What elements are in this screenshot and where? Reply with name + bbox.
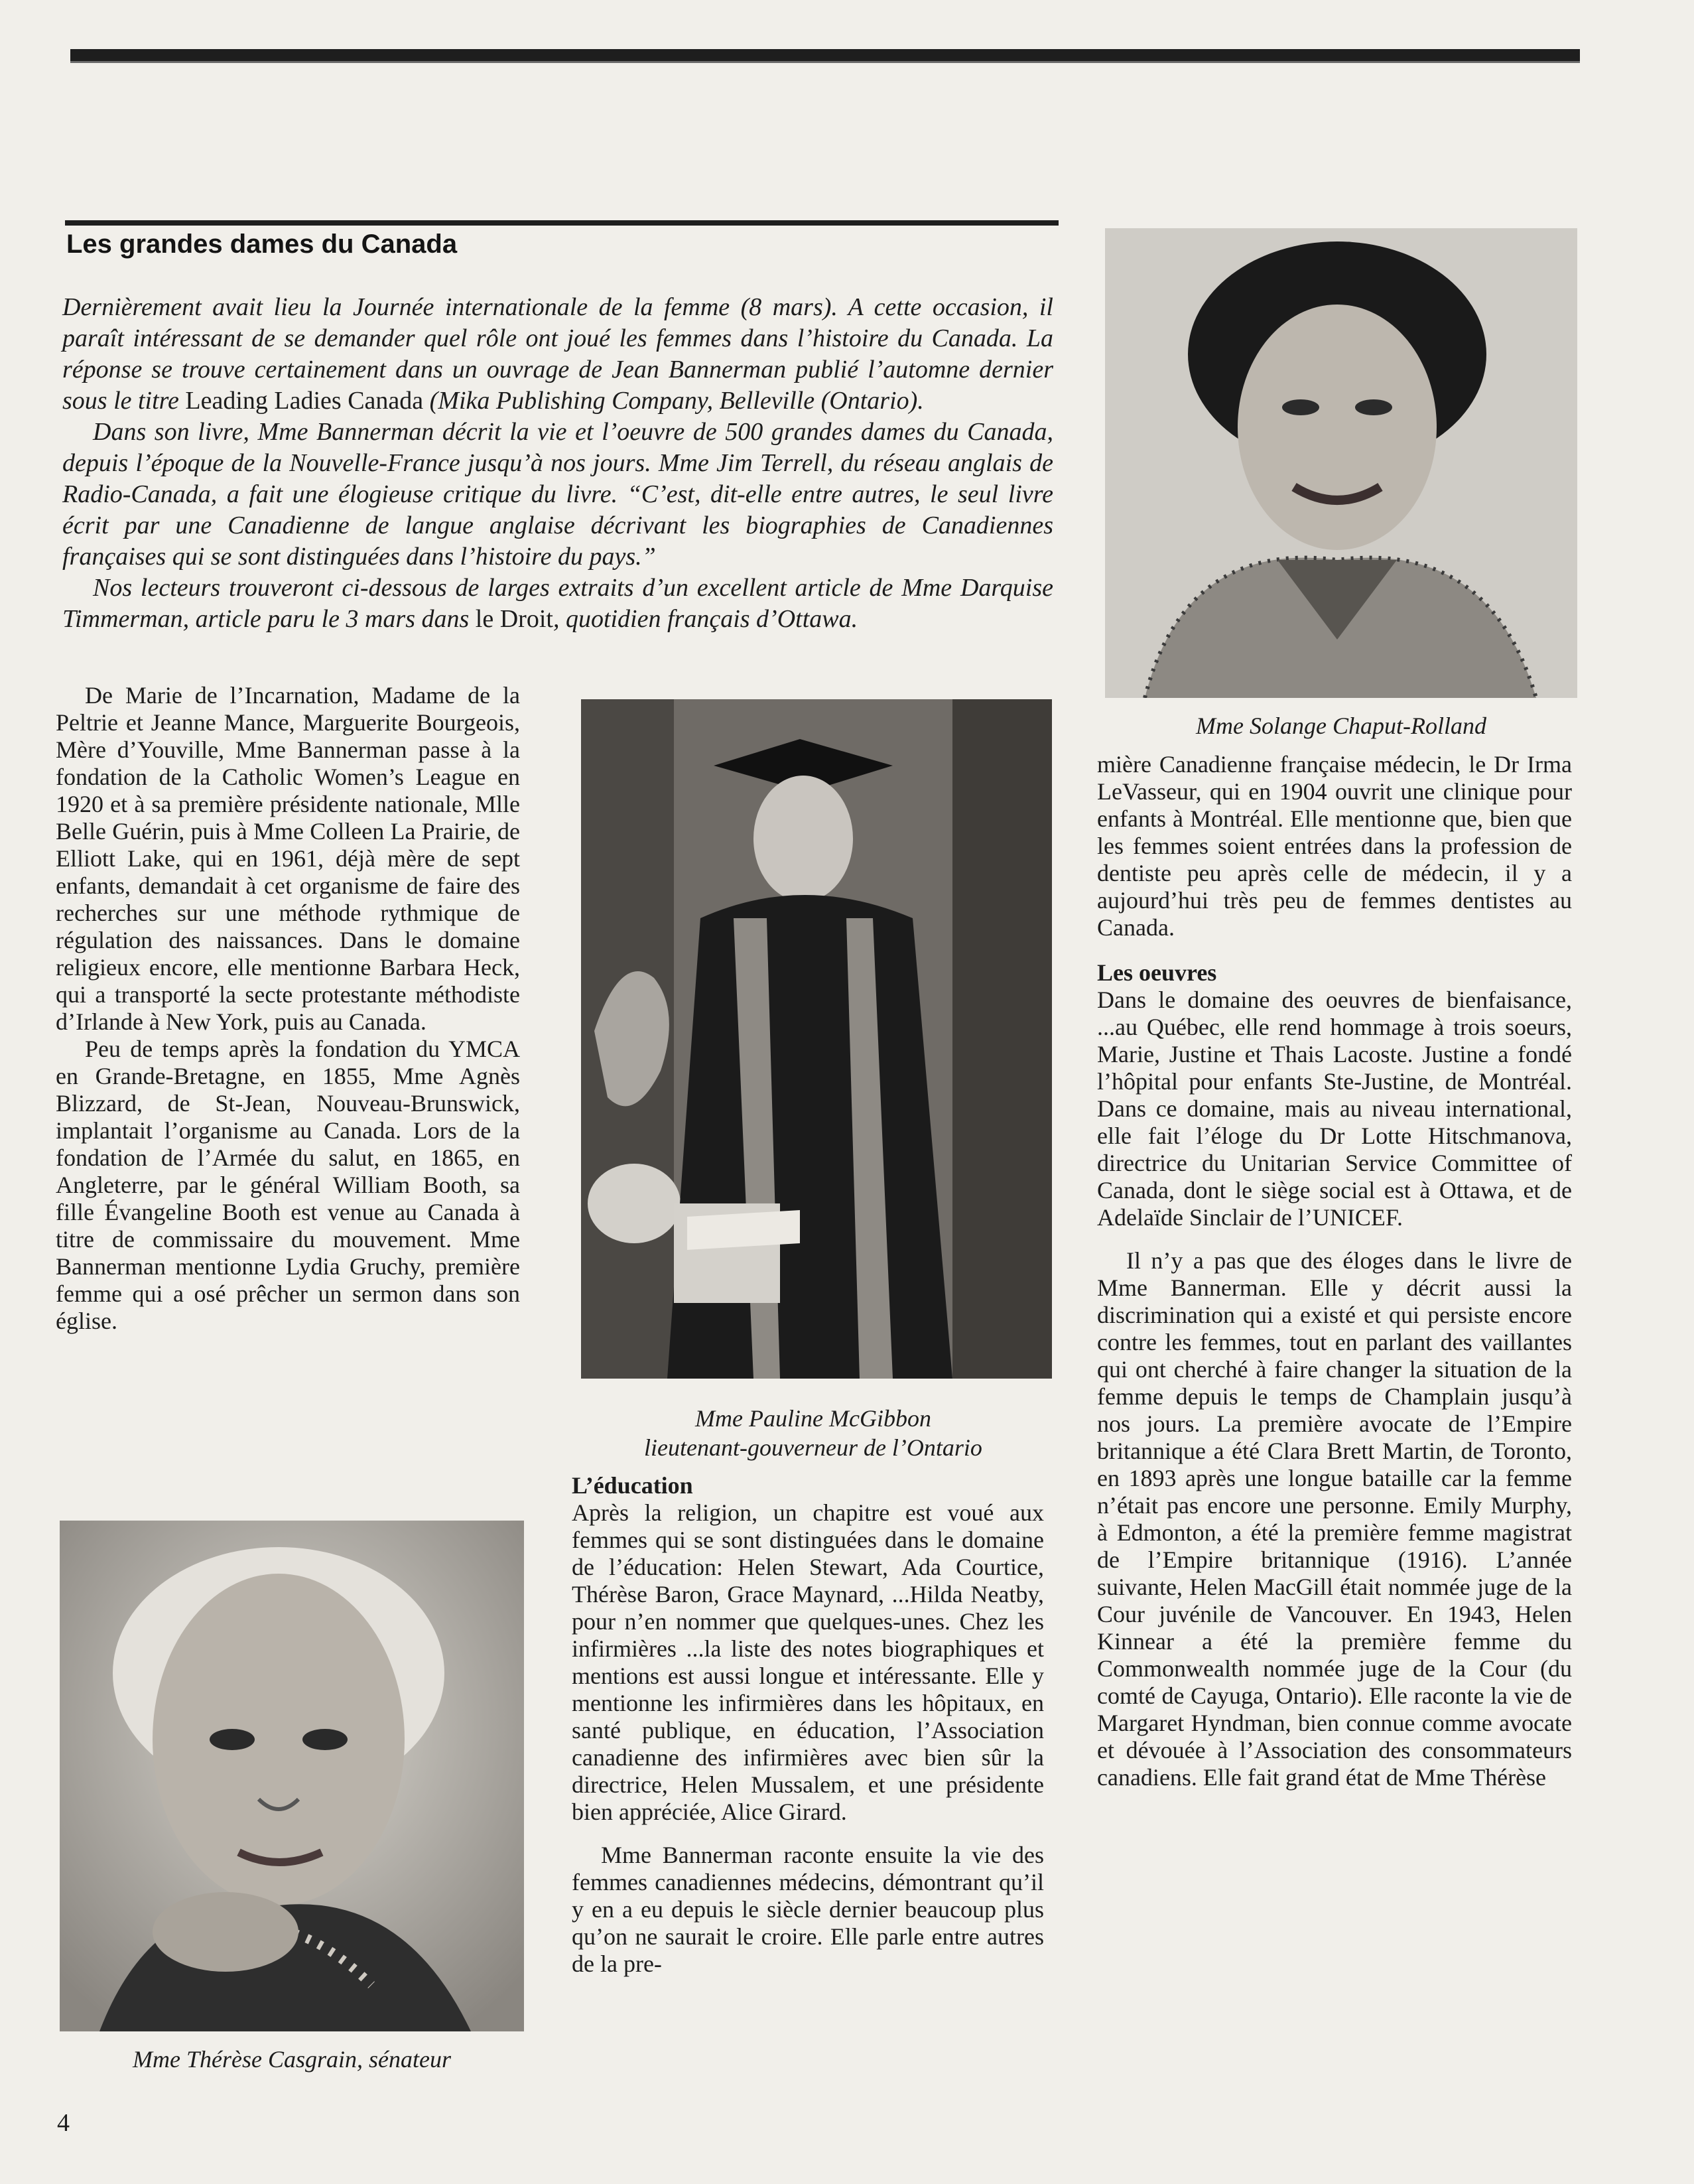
portrait-image [1105,228,1577,698]
article-intro [62,292,1053,635]
column-2-paragraph-1: Après la religion, un chapitre est voué aux femmes qui se sont distinguées dans le domaine de l’éducation: Helen Stewart, Ada Courtice, Thérèse Baron, Grace Maynard, ...Hilda Neatby, pour n’en nommer que quelques-unes. Chez les infirmières ...la liste des notes biographiques et mentions est aussi longue et intéressante. Elle y mentionne les infirmières dans les hôpitaux, en santé publique, en éducation, l’Association canadienne des infirmières avec bien sûr la directrice, Helen Mussalem, et une présidente bien appréciée, Alice Girard. [572,1499,1044,1825]
newspaper-name: le Droit [475,605,553,633]
caption-casgrain: Mme Thérèse Casgrain, sénateur [133,2046,451,2073]
section-heading-oeuvres: Les oeuvres [1097,959,1217,986]
column-3-paragraph-3: Il n’y a pas que des éloges dans le livre de Mme Bannerman. Elle y décrit aussi la discrimination qui a existé et qui persiste encore contre les femmes, tout en parlant des vaillantes qui ont cherché à faire changer la situation de la femme depuis le temps de Champlain jusqu’à nos jours. La première avocate de l’Empire britannique a été Clara Brett Martin, de Toronto, en 1893 après une longue bataille car la femme n’était pas encore une personne. Emily Murphy, à Edmonton, a été la première femme magistrat de l’Empire britannique (1916). L’année suivante, Helen MacGill était nommée juge de la Cour juvénile de Vancouver. En 1943, Helen Kinnear a été la première femme du Commonwealth nommée juge de la Cour (du comté de Cayuga, Ontario). Elle raconte la vie de Margaret Hyndman, bien connue comme avocate et dévouée à l’Association des consommateurs canadiens. Elle fait grand état de Mme Thérèse [1097,1247,1572,1791]
caption-mcgibbon-title: lieutenant-gouverneur de l’Ontario [644,1434,982,1461]
article-title: Les grandes dames du Canada [66,230,458,259]
column-3 [1097,751,1572,1791]
photo-solange-chaput-rolland [1105,228,1577,698]
column-3-paragraph-2: Dans le domaine des oeuvres de bienfaisance, ...au Québec, elle rend hommage à trois soeurs, Marie, Justine et Thais Lacoste. Justine a fondé l’hôpital pour enfants Ste-Justine, de Montréal. Dans ce domaine, mais au niveau international, elle fait l’éloge du Dr Lotte Hitschmanova, directrice du Unitarian Service Committee of Canada, dont le siège social est à Ottawa, et de Adelaïde Sinclair de l’UNICEF. [1097,987,1572,1231]
portrait-image [60,1521,524,2031]
photo-therese-casgrain [60,1521,524,2031]
intro-paragraph-1: Dernièrement avait lieu la Journée internationale de la femme (8 mars). A cette occasion, il paraît intéressant de se demander quel rôle ont joué les femmes dans l’histoire du Canada. La réponse se trouve certainement dans un ouvrage de Jean Bannerman publié l’automne dernier sous le titre Leading Ladies Canada (Mika Publishing Company, Belleville (Ontario). [62,293,1053,415]
column-2-paragraph-2: Mme Bannerman raconte ensuite la vie des femmes canadiennes médecins, démontrant qu’il y en a eu depuis le siècle dernier beaucoup plus qu’on ne saurait le croire. Elle parle entre autres de la pre- [572,1842,1044,1977]
page-number: 4 [57,2109,70,2137]
intro-paragraph-2: Dans son livre, Mme Bannerman décrit la vie et l’oeuvre de 500 grandes dames du Canada, depuis l’époque de la Nouvelle-France jusqu’à nos jours. Mme Jim Terrell, du réseau anglais de Radio-Canada, a fait une élogieuse critique du livre. “C’est, dit-elle entre autres, le seul livre écrit par une Canadienne de langue anglaise décrivant les biographies de Canadiennes françaises qui se sont distinguées dans l’histoire du pays.” [62,418,1053,571]
caption-chaput-rolland: Mme Solange Chaput-Rolland [1196,713,1486,739]
column-2 [572,1471,1044,1978]
photo-pauline-mcgibbon [581,699,1052,1379]
caption-mcgibbon [568,1404,1059,1462]
title-rule [65,220,1059,226]
section-heading-education: L’éducation [572,1472,693,1499]
column-3-paragraph-1: mière Canadienne française médecin, le Dr Irma LeVasseur, qui en 1904 ouvrit une clinique pour enfants à Montréal. Elle mentionne que, bien que les femmes soient entrées dans la profession de dentiste peu après celle de médecin, il y a aujourd’hui très peu de femmes dentistes au Canada. [1097,751,1572,941]
portrait-image [581,699,1052,1379]
show-through-text [995,58,1020,88]
header-rule [70,49,1580,61]
intro-paragraph-3: Nos lecteurs trouveront ci-dessous de larges extraits d’un excellent article de Mme Darquise Timmerman, article paru le 3 mars dans le Droit, quotidien français d’Ottawa. [62,574,1053,633]
column-1 [56,682,520,1335]
caption-mcgibbon-name: Mme Pauline McGibbon [695,1405,931,1432]
book-title: Leading Ladies Canada [185,387,424,415]
column-1-paragraph-1: De Marie de l’Incarnation, Madame de la Peltrie et Jeanne Mance, Marguerite Bourgeois, Mère d’Youville, Mme Bannerman passe à la fondation de la Catholic Women’s League en 1920 et à sa première présidente nationale, Mlle Belle Guérin, puis à Mme Colleen La Prairie, de Elliott Lake, qui en 1961, déjà mère de sept enfants, demandait à cet organisme de faire des recherches sur une méthode rythmique de régulation des naissances. Dans le domaine religieux encore, elle mentionne Barbara Heck, qui a transporté la secte protestante méthodiste d’Irlande à New York, puis au Canada. [56,682,520,1035]
column-1-paragraph-2: Peu de temps après la fondation du YMCA en Grande-Bretagne, en 1855, Mme Agnès Blizzard, de St-Jean, Nouveau-Brunswick, implantait l’organisme au Canada. Lors de la fondation de l’Armée du salut, en 1865, en Angleterre, par le général William Booth, sa fille Évangeline Booth est venue au Canada à titre de commissaire du mouvement. Mme Bannerman mentionne Lydia Gruchy, première femme qui a osé prêcher un sermon dans son église. [56,1036,520,1334]
